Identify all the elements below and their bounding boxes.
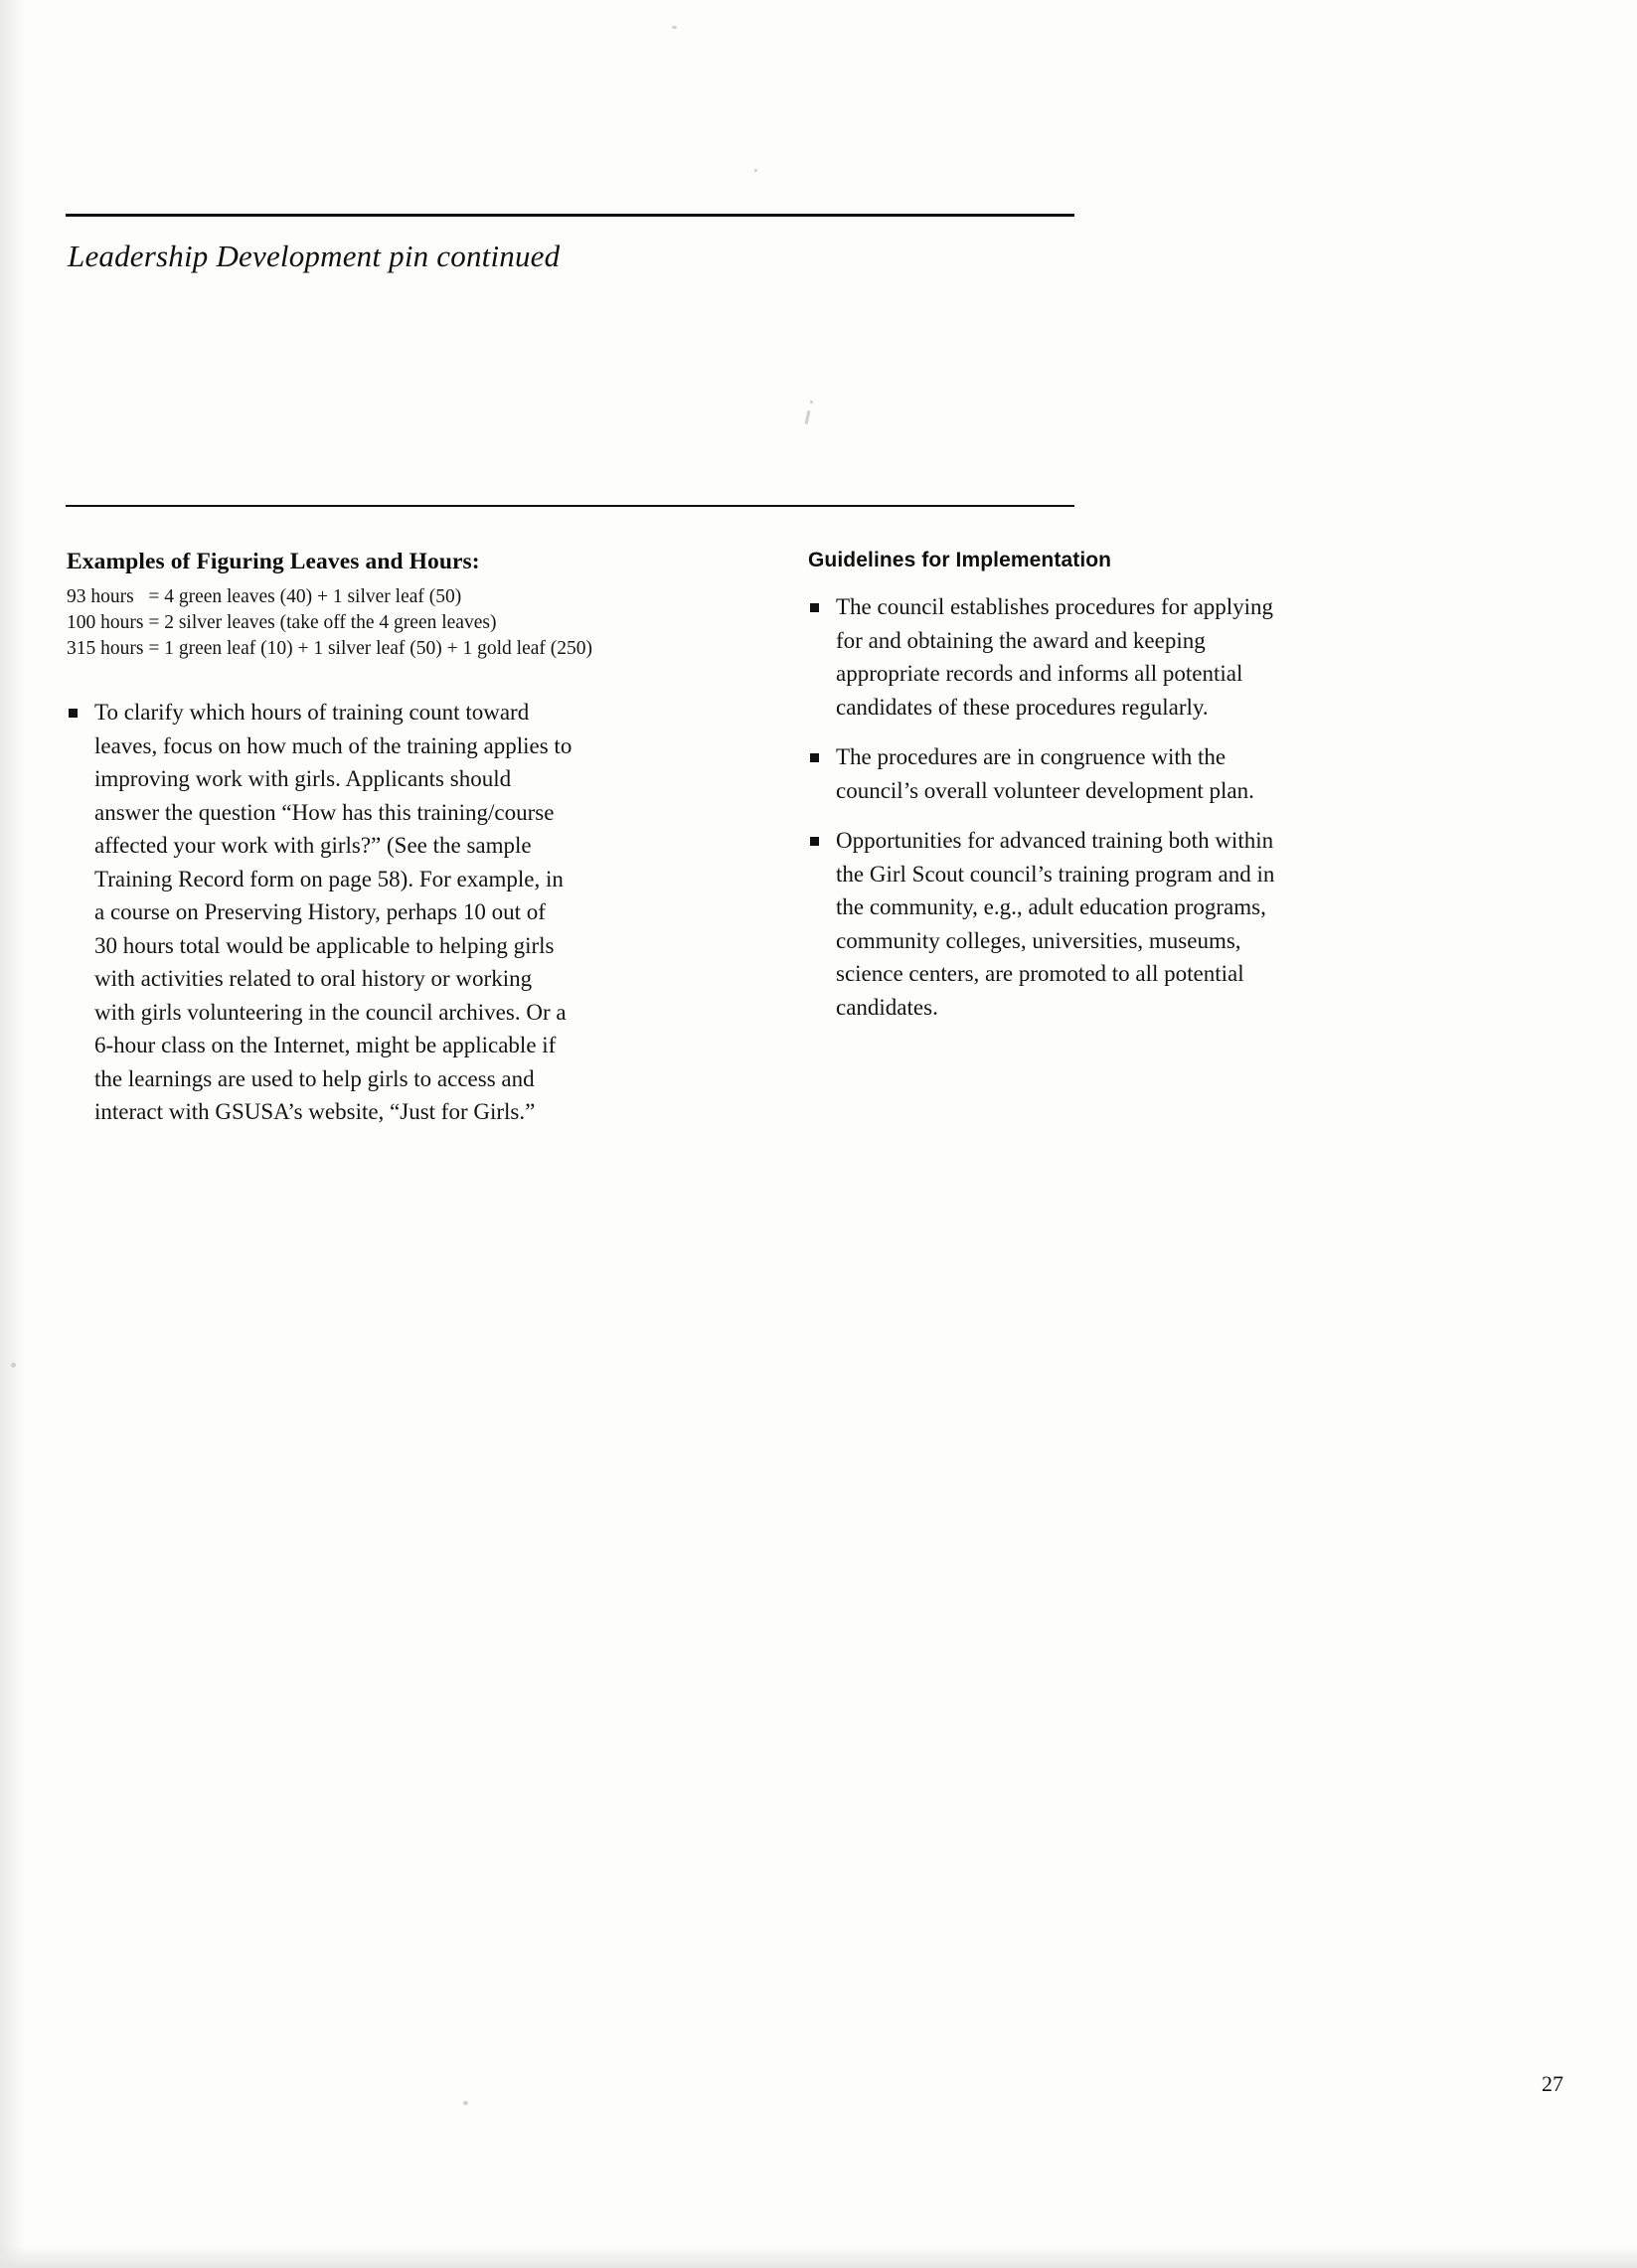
scan-speck [11, 1363, 16, 1368]
scan-edge-shadow-left [0, 0, 26, 2268]
left-column [67, 549, 592, 1146]
section-heading-guidelines: Guidelines for Implementation [808, 549, 1112, 571]
bullet-paragraph: The council establishes procedures for applying for and obtaining the award and keeping appropriate records and informs all potential candidates of these procedures regularly. [808, 590, 1305, 724]
bullet-paragraph: Opportunities for advanced training both within the Girl Scout council’s training program and in the community, e.g., adult education programs, community colleges, universities, museums, science centers, are promoted to all potential candidates. [808, 824, 1305, 1024]
section-heading-examples: Examples of Figuring Leaves and Hours: [67, 549, 480, 574]
header-rule-bottom [66, 505, 1074, 507]
example-line: 93 hours = 4 green leaves (40) + 1 silver leaf (50) [67, 586, 462, 607]
example-line: 315 hours = 1 green leaf (10) + 1 silver leaf (50) + 1 gold leaf (250) [67, 638, 592, 659]
scan-speck [754, 169, 757, 172]
scan-speck [463, 2101, 468, 2105]
page-number: 27 [1542, 2071, 1563, 2096]
scan-speck [805, 410, 811, 424]
right-column [808, 549, 1305, 1041]
scan-speck [672, 26, 677, 29]
bullet-paragraph: The procedures are in congruence with the council’s overall volunteer development plan. [808, 740, 1305, 807]
example-line: 100 hours = 2 silver leaves (take off the 4 green leaves) [67, 612, 497, 633]
scan-edge-shadow-bottom [0, 2246, 1637, 2268]
page-title: Leadership Development pin continued [68, 239, 561, 273]
bullet-paragraph: To clarify which hours of training count toward leaves, focus on how much of the training applies to improving work with girls. Applicants should answer the question “How has this training/course affected your work with girls?” (See the sample Training Record form on page 58). For example, in a course on Preserving History, perhaps 10 out of 30 hours total would be applicable to helping girls with activities related to oral history or working with girls volunteering in the council archives. Or a 6-hour class on the Internet, might be applicable if the learnings are used to help girls to access and interact with GSUSA’s website, “Just for Girls.” [67, 696, 573, 1129]
scan-speck [810, 401, 813, 404]
header-rule-top [66, 214, 1074, 217]
